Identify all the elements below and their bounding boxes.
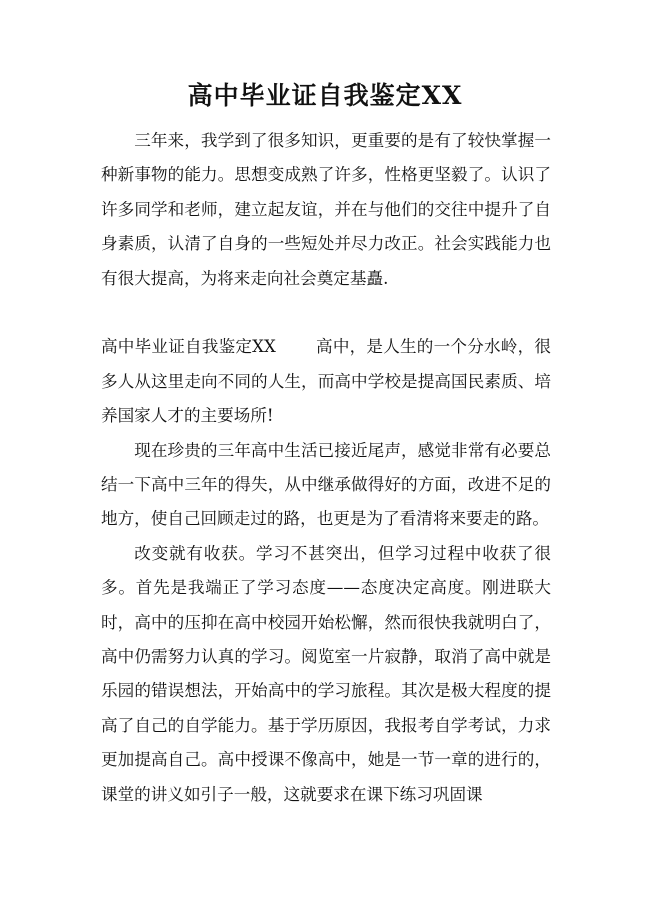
- paragraph-change: 改变就有收获。学习不甚突出，但学习过程中收获了很多。首先是我端正了学习态度——态度决定高度。刚进联大时，高中的压抑在高中校园开始松懈，然而很快我就明白了，高中仍需努力认真的学习。阅览室一片寂静，取消了高中就是乐园的错误想法，开始高中的学习旅程。其次是极大程度的提高了自己的自学能力。基于学历原因，我报考自学考试，力求更加提高自己。高中授课不像高中，她是一节一章的进行的，课堂的讲义如引子一般，这就要求在课下练习巩固课: [101, 543, 551, 804]
- section-heading: 高中毕业证自我鉴定XX: [101, 337, 276, 357]
- paragraph-section-start: [101, 330, 551, 433]
- document-body: [101, 124, 551, 812]
- section-opening-text: 高中，是人生的一个分水岭，很多人从这里走向不同的人生，而高中学校是提高国民素质、培养国家人才的主要场所!: [101, 337, 551, 426]
- paragraph-summary: 现在珍贵的三年高中生活已接近尾声，感觉非常有必要总结一下高中三年的得失，从中继承做得好的方面，改进不足的地方，使自己回顾走过的路，也更是为了看清将来要走的路。: [101, 440, 551, 529]
- document-title: 高中毕业证自我鉴定XX: [187, 81, 463, 110]
- paragraph-intro: 三年来，我学到了很多知识，更重要的是有了较快掌握一种新事物的能力。思想变成熟了许多，性格更坚毅了。认识了许多同学和老师，建立起友谊，并在与他们的交往中提升了自身素质，认清了自身的一些短处并尽力改正。社会实践能力也有很大提高，为将来走向社会奠定基矗.: [101, 131, 551, 288]
- paragraph-gap: [101, 296, 551, 330]
